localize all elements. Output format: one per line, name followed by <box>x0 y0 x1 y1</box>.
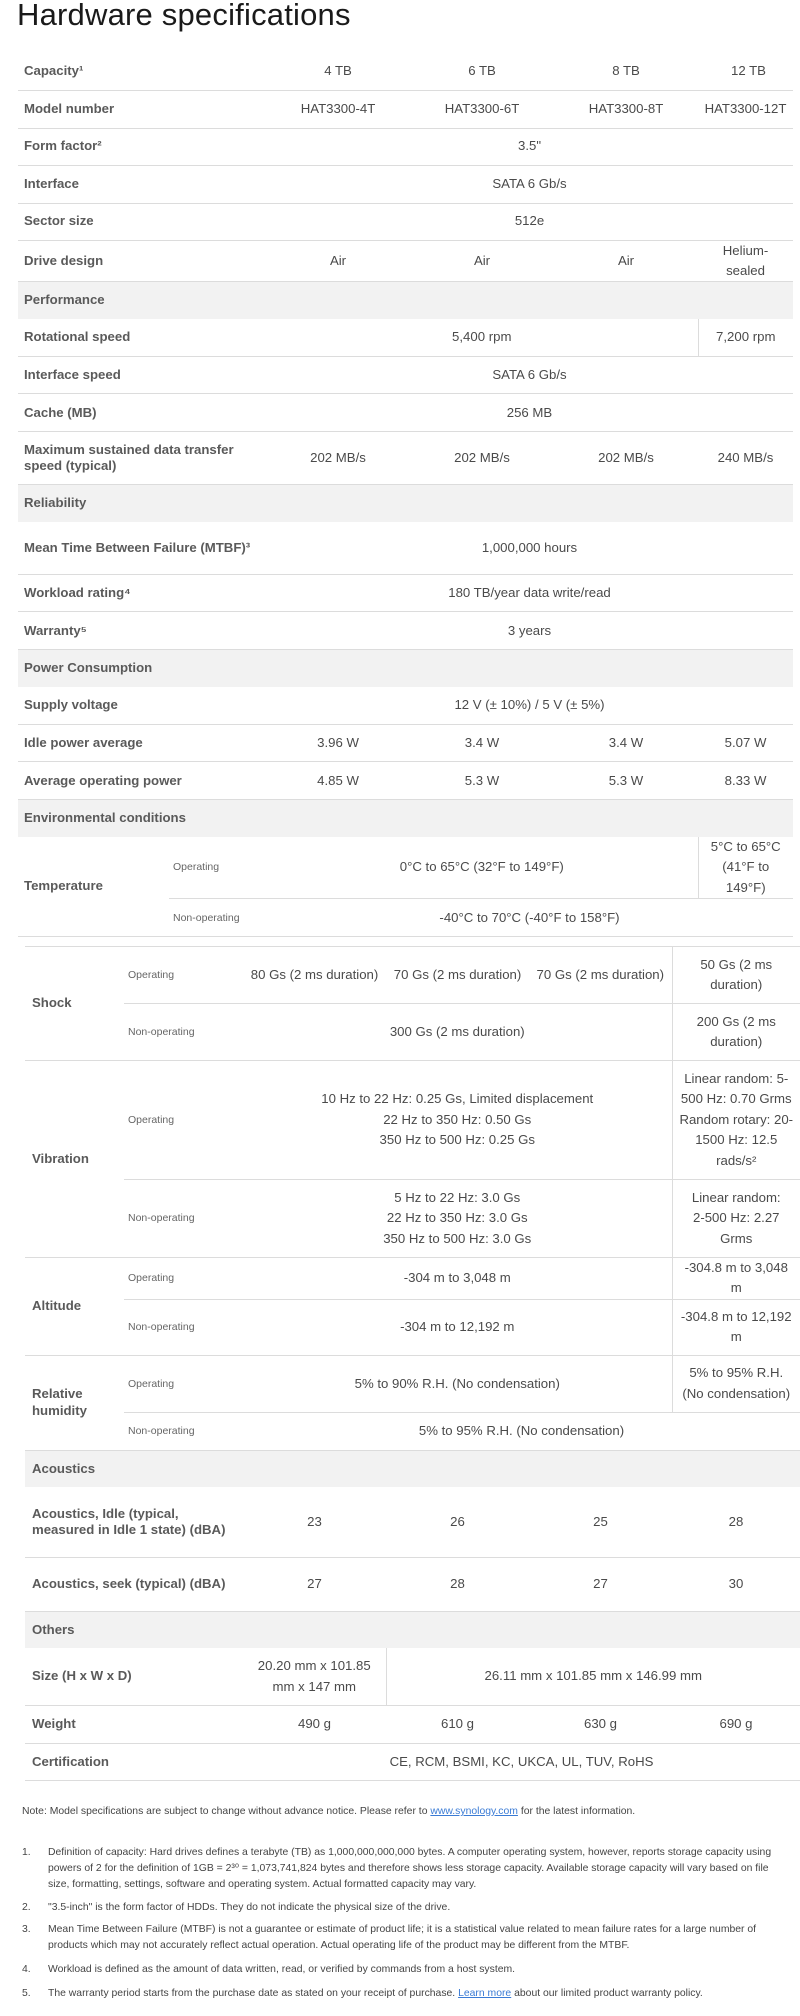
cell-value <box>243 1061 672 1180</box>
cell-value: 5% to 95% R.H. (No condensation) <box>243 1412 800 1450</box>
cell-value: 20.20 mm x 101.85 mm x 147 mm <box>243 1648 386 1705</box>
cell-value: 28 <box>672 1487 800 1557</box>
learn-more-link[interactable]: Learn more <box>458 1988 512 1999</box>
row-vibration-nonoperating <box>25 1180 800 1258</box>
cell-value: 5,400 rpm <box>266 319 698 357</box>
cell-value: 27 <box>243 1557 386 1611</box>
row-interface-speed <box>18 357 793 394</box>
row-sector-size <box>18 203 793 240</box>
sub-label: Operating <box>169 837 266 899</box>
row-label: Drive design <box>18 240 266 282</box>
vibration-line: 22 Hz to 350 Hz: 3.0 Gs <box>386 1210 528 1226</box>
row-label: Idle power average <box>18 725 266 762</box>
section-heading: Reliability <box>18 485 793 522</box>
section-heading: Environmental conditions <box>18 800 793 837</box>
row-label: Maximum sustained data transfer speed (typical) <box>18 432 266 485</box>
footnote-4 <box>22 1962 792 1978</box>
section-heading: Performance <box>18 282 793 319</box>
cell-value: 6 TB <box>410 52 554 90</box>
section-reliability <box>18 485 793 522</box>
section-power <box>18 650 793 687</box>
footnote-number: 5. <box>22 1988 31 1999</box>
cell-value: 490 g <box>243 1705 386 1743</box>
row-warranty <box>18 612 793 650</box>
row-label: Rotational speed <box>18 319 266 357</box>
row-label: Workload rating⁴ <box>18 575 266 612</box>
row-altitude-nonoperating <box>25 1299 800 1355</box>
section-acoustics <box>25 1450 800 1487</box>
cell-value: 202 MB/s <box>554 432 698 485</box>
cell-value: SATA 6 Gb/s <box>266 357 793 394</box>
cell-value: SATA 6 Gb/s <box>266 165 793 203</box>
vibration-line: 22 Hz to 350 Hz: 0.50 Gs <box>383 1111 532 1127</box>
row-acoustics-seek <box>25 1557 800 1611</box>
row-label: Relative humidity <box>25 1355 124 1450</box>
cell-value: 300 Gs (2 ms duration) <box>243 1004 672 1061</box>
vibration-line: Linear random: <box>691 1189 781 1205</box>
sub-label: Operating <box>124 947 243 1004</box>
sub-label: Operating <box>124 1061 243 1180</box>
section-heading: Others <box>25 1611 800 1648</box>
row-label: Cache (MB) <box>18 394 266 432</box>
row-interface <box>18 165 793 203</box>
cell-value: HAT3300-6T <box>410 90 554 128</box>
cell-value: 28 <box>386 1557 529 1611</box>
cell-value: 12 TB <box>698 52 793 90</box>
cell-value: 0°C to 65°C (32°F to 149°F) <box>266 837 698 899</box>
cell-value <box>672 1180 800 1258</box>
cell-value: 202 MB/s <box>410 432 554 485</box>
cell-value: -304 m to 3,048 m <box>243 1258 672 1300</box>
footnote-1 <box>22 1845 792 1894</box>
cell-value: 3 years <box>266 612 793 650</box>
row-label: Shock <box>25 947 124 1061</box>
cell-value: CE, RCM, BSMI, KC, UKCA, UL, TUV, RoHS <box>243 1743 800 1780</box>
vibration-line: 350 Hz to 500 Hz: 3.0 Gs <box>383 1230 532 1246</box>
cell-value: 5.3 W <box>410 762 554 800</box>
row-shock-operating <box>25 947 800 1004</box>
row-certification <box>25 1743 800 1780</box>
section-heading: Acoustics <box>25 1450 800 1487</box>
cell-value: 4.85 W <box>266 762 410 800</box>
cell-value: Air <box>266 240 410 282</box>
cell-value: Linear random: 5-500 Hz: 0.70 Grms Random rotary: 20-1500 Hz: 12.5 rads/s² <box>672 1061 800 1180</box>
cell-value: 630 g <box>529 1705 672 1743</box>
row-size <box>25 1648 800 1705</box>
row-capacity <box>18 52 793 90</box>
vibration-line: 350 Hz to 500 Hz: 0.25 Gs <box>379 1132 535 1148</box>
row-altitude-operating <box>25 1258 800 1300</box>
row-humidity-nonoperating <box>25 1412 800 1450</box>
row-label: Interface speed <box>18 357 266 394</box>
cell-value: 8.33 W <box>698 762 793 800</box>
cell-value: 4 TB <box>266 52 410 90</box>
section-heading: Power Consumption <box>18 650 793 687</box>
cell-value: 12 V (± 10%) / 5 V (± 5%) <box>266 687 793 725</box>
row-workload <box>18 575 793 612</box>
row-label: Weight <box>25 1705 243 1743</box>
note-text: for the latest information. <box>517 1806 636 1817</box>
row-label: Mean Time Between Failure (MTBF)³ <box>18 522 266 575</box>
row-label: Capacity¹ <box>18 52 266 90</box>
spec-table-main <box>18 52 793 937</box>
cell-value: 5.07 W <box>698 725 793 762</box>
sub-label: Non-operating <box>124 1412 243 1450</box>
vibration-line: 5 Hz to 22 Hz: 3.0 Gs <box>394 1189 521 1205</box>
cell-value: 70 Gs (2 ms duration) <box>529 947 672 1004</box>
cell-value: 27 <box>529 1557 672 1611</box>
row-label: Average operating power <box>18 762 266 800</box>
page-title: Hardware specifications <box>17 0 351 32</box>
row-label: Acoustics, seek (typical) (dBA) <box>25 1557 243 1611</box>
footnote-text <box>48 1986 792 2002</box>
cell-value <box>243 1180 672 1258</box>
row-humidity-operating <box>25 1355 800 1412</box>
synology-link[interactable]: www.synology.com <box>430 1806 518 1817</box>
cell-value: 7,200 rpm <box>698 319 793 357</box>
cell-value: 202 MB/s <box>266 432 410 485</box>
cell-value: 70 Gs (2 ms duration) <box>386 947 529 1004</box>
vibration-line: 10 Hz to 22 Hz: 0.25 Gs, Limited displacement <box>321 1091 594 1107</box>
sub-label: Non-operating <box>124 1180 243 1258</box>
footnote-text: "3.5-inch" is the form factor of HDDs. They do not indicate the physical size of the drive. <box>48 1902 451 1913</box>
row-weight <box>25 1705 800 1743</box>
row-label: Vibration <box>25 1061 124 1258</box>
row-label: Model number <box>18 90 266 128</box>
row-mtbf <box>18 522 793 575</box>
note-text: Note: Model specifications are subject to change without advance notice. Please refer to <box>22 1806 431 1817</box>
row-drive-design <box>18 240 793 282</box>
row-label: Warranty⁵ <box>18 612 266 650</box>
row-label: Size (H x W x D) <box>25 1648 243 1705</box>
cell-value: 3.4 W <box>554 725 698 762</box>
row-label: Interface <box>18 165 266 203</box>
cell-value: -304.8 m to 12,192 m <box>672 1299 800 1355</box>
row-supply-voltage <box>18 687 793 725</box>
sub-label: Non-operating <box>124 1004 243 1061</box>
row-transfer-speed <box>18 432 793 485</box>
row-vibration-operating <box>25 1061 800 1180</box>
row-form-factor <box>18 128 793 165</box>
row-label: Supply voltage <box>18 687 266 725</box>
footnote-text: Definition of capacity: Hard drives defines a terabyte (TB) as 1,000,000,000,000 bytes. A computer operating system, however, reports storage capacity using powers of 2 for the definition of 1GB = 2³⁰ = 1,073,741,824 bytes and therefore shows less storage capacity. Available storage capacity will vary based on file size, formatting, settings, software and operating system. Actual formatted capacity may vary. <box>48 1847 772 1891</box>
cell-value: Air <box>410 240 554 282</box>
row-label: Sector size <box>18 203 266 240</box>
specification-note <box>22 1806 782 1817</box>
vibration-line: 2-500 Hz: 2.27 Grms <box>692 1210 780 1246</box>
cell-value: Helium-sealed <box>698 240 793 282</box>
row-model-number <box>18 90 793 128</box>
footnote-text: Workload is defined as the amount of data written, read, or verified by commands from a host system. <box>48 1964 516 1975</box>
cell-value: 512e <box>266 203 793 240</box>
sub-label: Non-operating <box>169 899 266 937</box>
row-label: Altitude <box>25 1258 124 1356</box>
cell-value: 3.5" <box>266 128 793 165</box>
cell-value: 610 g <box>386 1705 529 1743</box>
row-label: Form factor² <box>18 128 266 165</box>
sub-label: Operating <box>124 1355 243 1412</box>
section-environment <box>18 800 793 837</box>
section-performance <box>18 282 793 319</box>
footnote-text: Mean Time Between Failure (MTBF) is not a guarantee or estimate of product life; it is a statistical value related to mean failure rates for a large number of products which may not accurately reflect actual operation. Actual operating life of the product may be different from the MTBF. <box>48 1924 757 1952</box>
cell-value: 3.96 W <box>266 725 410 762</box>
cell-value: HAT3300-8T <box>554 90 698 128</box>
cell-value: 30 <box>672 1557 800 1611</box>
cell-value: -304.8 m to 3,048 m <box>672 1258 800 1300</box>
row-rotational-speed <box>18 319 793 357</box>
cell-value: 50 Gs (2 ms duration) <box>672 947 800 1004</box>
footnote-3 <box>22 1922 792 1954</box>
cell-value: 23 <box>243 1487 386 1557</box>
row-shock-nonoperating <box>25 1004 800 1061</box>
cell-value: 8 TB <box>554 52 698 90</box>
footnote-5 <box>22 1986 792 2002</box>
cell-value: 3.4 W <box>410 725 554 762</box>
cell-value: 5°C to 65°C (41°F to 149°F) <box>698 837 793 899</box>
footnote-text-part: about our limited product warranty policy. <box>511 1988 703 1999</box>
cell-value: 5% to 90% R.H. (No condensation) <box>243 1355 672 1412</box>
sub-label: Non-operating <box>124 1299 243 1355</box>
cell-value: -304 m to 12,192 m <box>243 1299 672 1355</box>
cell-value: 80 Gs (2 ms duration) <box>243 947 386 1004</box>
row-operating-power <box>18 762 793 800</box>
cell-value: HAT3300-12T <box>698 90 793 128</box>
row-idle-power <box>18 725 793 762</box>
footnote-number: 4. <box>22 1964 31 1975</box>
row-label: Certification <box>25 1743 243 1780</box>
sub-label: Operating <box>124 1258 243 1300</box>
cell-value: 240 MB/s <box>698 432 793 485</box>
cell-value: 26 <box>386 1487 529 1557</box>
cell-value: 256 MB <box>266 394 793 432</box>
cell-value: 25 <box>529 1487 672 1557</box>
cell-value: HAT3300-4T <box>266 90 410 128</box>
cell-value: -40°C to 70°C (-40°F to 158°F) <box>266 899 793 937</box>
row-temperature-operating <box>18 837 793 899</box>
footnote-number: 1. <box>22 1847 31 1858</box>
cell-value: 26.11 mm x 101.85 mm x 146.99 mm <box>386 1648 800 1705</box>
footnote-text-part: The warranty period starts from the purchase date as stated on your receipt of purchase. <box>48 1988 459 1999</box>
spec-table-environment-continued <box>25 946 800 1781</box>
cell-value: Air <box>554 240 698 282</box>
row-acoustics-idle <box>25 1487 800 1557</box>
cell-value: 690 g <box>672 1705 800 1743</box>
section-others <box>25 1611 800 1648</box>
cell-value: 1,000,000 hours <box>266 522 793 575</box>
row-label: Temperature <box>18 837 169 937</box>
row-cache <box>18 394 793 432</box>
cell-value: 5% to 95% R.H. (No condensation) <box>672 1355 800 1412</box>
cell-value: 200 Gs (2 ms duration) <box>672 1004 800 1061</box>
cell-value: 5.3 W <box>554 762 698 800</box>
row-label: Acoustics, Idle (typical, measured in Idle 1 state) (dBA) <box>25 1487 243 1557</box>
footnote-number: 3. <box>22 1924 31 1935</box>
cell-value: 180 TB/year data write/read <box>266 575 793 612</box>
footnote-number: 2. <box>22 1902 31 1913</box>
footnote-2 <box>22 1900 792 1916</box>
